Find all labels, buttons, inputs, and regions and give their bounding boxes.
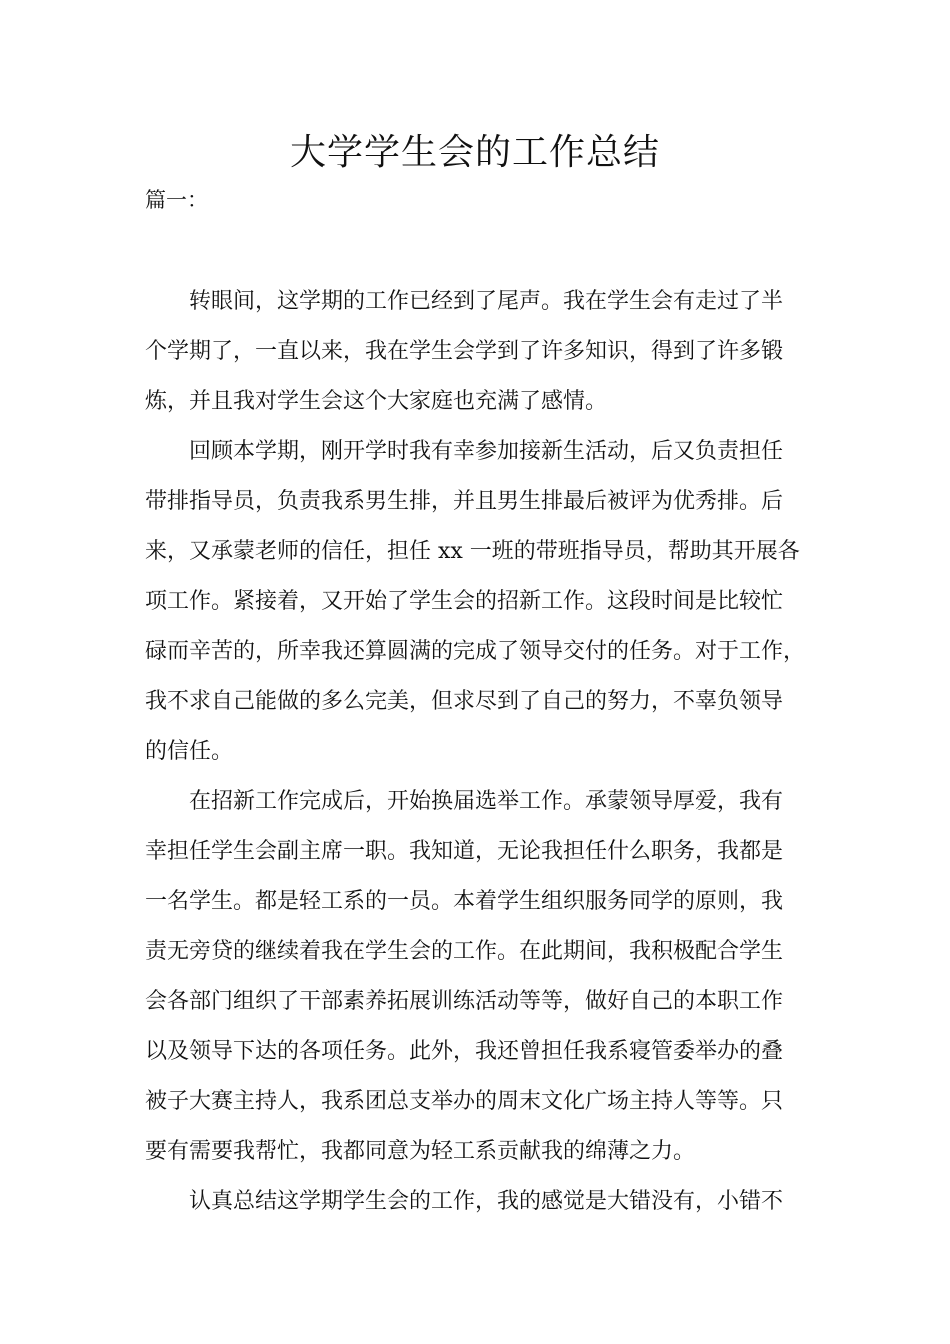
text-line: 碌而辛苦的，所幸我还算圆满的完成了领导交付的任务。对于工作， <box>145 639 806 664</box>
text-line: 个学期了，一直以来，我在学生会学到了许多知识，得到了许多锻 <box>145 339 784 364</box>
text-line: 转眼间，这学期的工作已经到了尾声。我在学生会有走过了半 <box>189 289 784 314</box>
text-line: 幸担任学生会副主席一职。我知道，无论我担任什么职务，我都是 <box>145 839 784 864</box>
text-line: 责无旁贷的继续着我在学生会的工作。在此期间，我积极配合学生 <box>145 939 784 964</box>
text-line: 项工作。紧接着，又开始了学生会的招新工作。这段时间是比较忙 <box>145 589 784 614</box>
text-line: 会各部门组织了干部素养拓展训练活动等等，做好自己的本职工作 <box>145 989 784 1014</box>
text-line: 要有需要我帮忙，我都同意为轻工系贡献我的绵薄之力。 <box>145 1139 696 1164</box>
text-line: 一名学生。都是轻工系的一员。本着学生组织服务同学的原则，我 <box>145 889 784 914</box>
text-line: 带排指导员，负责我系男生排，并且男生排最后被评为优秀排。后 <box>145 489 784 514</box>
text-line: 认真总结这学期学生会的工作，我的感觉是大错没有，小错不 <box>189 1189 784 1214</box>
text-line: 的信任。 <box>145 739 234 764</box>
text-line: 回顾本学期，刚开学时我有幸参加接新生活动，后又负责担任 <box>189 439 784 464</box>
text-line: 被子大赛主持人，我系团总支举办的周末文化广场主持人等等。只 <box>145 1089 784 1114</box>
text-line: 我不求自己能做的多么完美，但求尽到了自己的努力，不辜负领导 <box>145 689 784 714</box>
body-text <box>145 285 817 1235</box>
text-line: 在招新工作完成后，开始换届选举工作。承蒙领导厚爱，我有 <box>189 789 784 814</box>
text-line: 来，又承蒙老师的信任，担任 xx 一班的带班指导员，帮助其开展各 <box>145 539 800 564</box>
section-label: 篇一： <box>145 188 208 212</box>
document-title: 大学学生会的工作总结 <box>289 132 660 173</box>
text-line: 炼，并且我对学生会这个大家庭也充满了感情。 <box>145 389 608 414</box>
text-line: 以及领导下达的各项任务。此外，我还曾担任我系寝管委举办的叠 <box>145 1039 784 1064</box>
